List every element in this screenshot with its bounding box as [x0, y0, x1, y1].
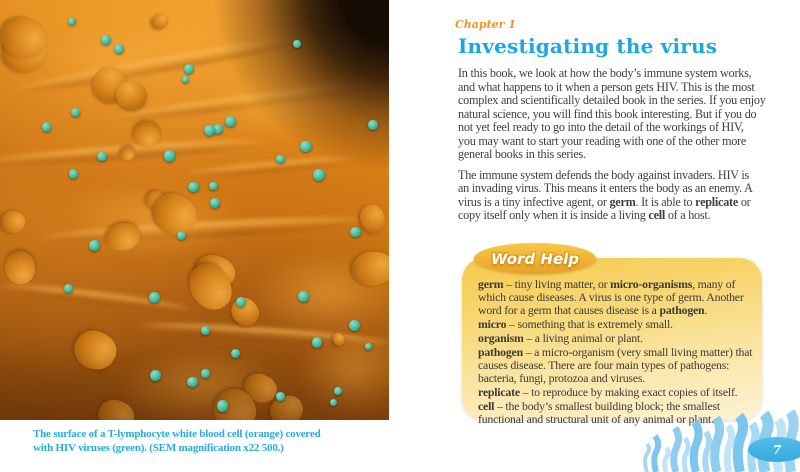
virus-particle	[188, 182, 198, 192]
text-column	[455, 18, 780, 230]
virus-particle	[182, 76, 189, 83]
definition-pathogen: pathogen – a micro-organism (very small living matter) that causes disease. There are four main types of pathogens: bacteria, fungi, protozoa and viruses.	[478, 345, 753, 385]
virus-particle	[187, 377, 197, 387]
virus-particle	[164, 150, 176, 162]
membrane-ridge	[0, 280, 190, 314]
virus-particle	[68, 18, 76, 26]
virus-particle	[217, 400, 228, 411]
definition-organism: organism – a living animal or plant.	[478, 331, 643, 345]
word-help-box	[462, 249, 762, 426]
virus-particle	[184, 64, 195, 75]
virus-particle	[204, 125, 215, 136]
word-help-title: Word Help	[491, 249, 579, 268]
paragraph-2: The immune system defends the body against invaders. HIV is an invading virus. This means it enters the body as an enemy. A virus is a tiny infective agent, or germ. It is able to replicate or copy itself only when it is inside a living cell of a host.	[458, 167, 753, 222]
definition-micro: micro – something that is extremely small.	[478, 317, 673, 331]
virus-particle	[201, 369, 209, 377]
virus-particle	[69, 169, 78, 178]
definition-replicate: replicate – to reproduce by making exact copies of itself.	[478, 385, 738, 399]
virus-particle	[293, 40, 301, 48]
word-help-tab	[474, 243, 596, 274]
cell-bump	[150, 11, 171, 31]
virus-particle	[209, 182, 218, 191]
page-number-badge	[748, 437, 800, 462]
virus-particle	[231, 349, 240, 358]
virus-particle	[149, 292, 160, 303]
virus-particle	[313, 169, 325, 181]
virus-particle	[276, 392, 285, 401]
definition-cell: cell – the body’s smallest building block; the smallest functional and structural unit of any animal or plant.	[478, 399, 720, 426]
virus-particle	[300, 141, 312, 153]
photo-caption: The surface of a T-lymphocyte white blood cell (orange) covered with HIV viruses (green). (SEM magnification x22 500.)	[33, 428, 321, 454]
virus-particle	[201, 326, 210, 335]
virus-particle	[97, 152, 106, 161]
virus-particle	[71, 108, 80, 117]
cell-bump	[0, 210, 27, 235]
virus-particle	[350, 227, 360, 237]
cell-bump	[5, 251, 35, 285]
cell-bump	[67, 323, 122, 376]
virus-particle	[42, 122, 52, 132]
membrane-ridge	[185, 154, 360, 179]
page-number: 7	[772, 442, 782, 457]
paragraph-1: In this book, we look at how the body’s immune system works, and what happens to it when a person gets HIV. This is the most complex and scientifically detailed book in the series. If you enjoy natural science, you will find this book interesting. But if you do not yet feel ready to go into the detail of the workings of HIV, you may want to start your reading with one of the other more general books in this series.	[458, 66, 766, 161]
virus-particle	[349, 320, 360, 331]
word-help-entries	[462, 258, 762, 426]
virus-particle	[210, 198, 220, 208]
page-title: Investigating the virus	[458, 34, 718, 58]
virus-particle	[236, 297, 246, 307]
chapter-label: Chapter 1	[455, 18, 516, 31]
cell-bump	[356, 201, 388, 236]
virus-particle	[368, 120, 378, 130]
definition-germ: germ – tiny living matter, or micro-organisms, many of which cause diseases. A virus is one type of germ. Another word for a germ that causes disease is a pathogen.	[478, 277, 744, 317]
sem-photo	[0, 0, 389, 420]
cell-bump	[352, 251, 389, 286]
